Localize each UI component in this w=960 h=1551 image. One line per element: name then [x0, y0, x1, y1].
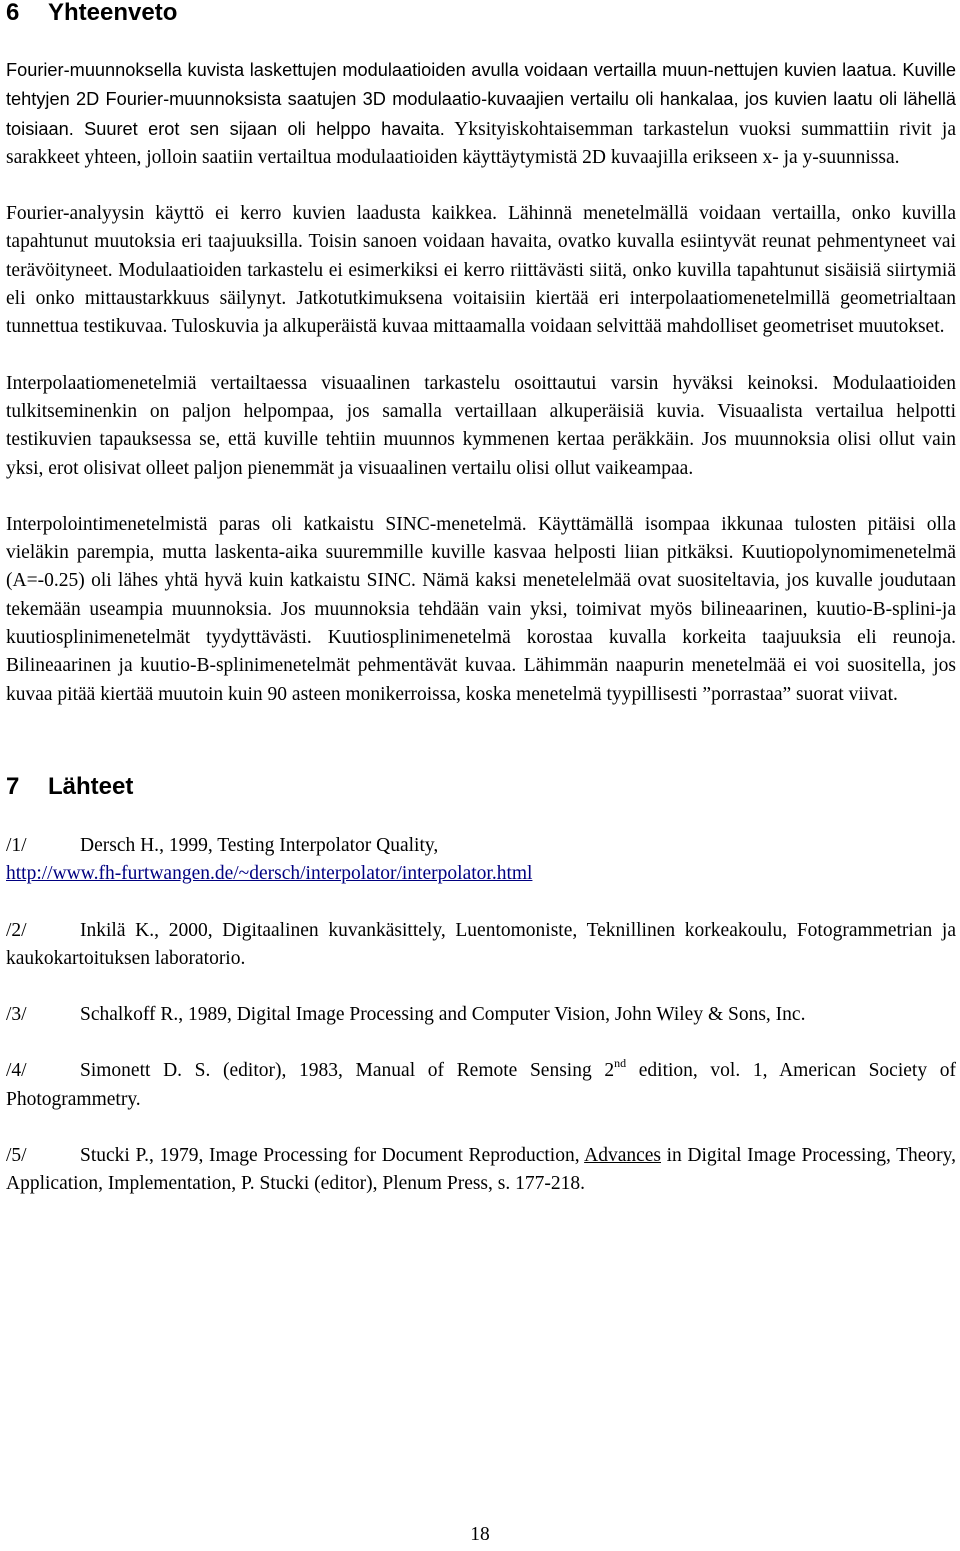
reference-author: Dersch H.: [80, 834, 160, 856]
superscript-ordinal: nd: [614, 1056, 627, 1071]
page-number: 18: [470, 1524, 490, 1545]
reference-item: [6, 1001, 956, 1029]
summary-paragraph-4: Interpolointimenetelmistä paras oli katkaistu SINC-menetelmä. Käyttämällä isompaa ikkunaa tulosten pitäisi olla vieläkin parempia, mutta laskenta-aika suuremmille kuville kasvaa helposti liian pitkäksi. Kuutiopolynomimenetelmä (A=-0.25) oli lähes yhtä hyvä kuin katkaistu SINC. Nämä kaksi menetelelmää ovat suositeltavia, jos kuvalle joudutaan tekemään useampia muunnoksia. Jos muunnoksia tehdään vain yksi, toimivat myös bilineaarinen, kuutio-B-splini-ja kuutiosplinimenetelmät tyydyttävästi. Kuutiosplinimenetelmä korostaa kuvalla korkeita taajuuksia eli reunoja. Bilineaarinen ja kuutio-B-splinimenetelmät pehmentävät kuvaa. Lähimmän naapurin menetelmää ei voi suositella, jos kuvaa pitää kiertää muutoin kuin 90 asteen monikerroissa, koska menetelmä tyypillisesti ”porrastaa” suorat viivat.: [6, 513, 956, 705]
reference-text: , 1999, Testing Interpolator Quality,: [159, 834, 439, 856]
underlined-title: Advances: [584, 1145, 661, 1167]
reference-author: Schalkoff R.: [80, 1004, 179, 1026]
reference-text: in Digital Image Processing, Theory, Application, Implementation, P. Stucki (editor), Plenum Press, s. 177-218.: [6, 1145, 956, 1195]
section-heading-references: [6, 772, 956, 802]
reference-item: [6, 1057, 956, 1114]
section-title: Yhteenveto: [48, 0, 178, 26]
reference-text: , 2000, Digitaalinen kuvankäsittely, Luentomoniste, Teknillinen korkeakoulu, Fotogrammetrian ja kaukokartoituksen laboratorio.: [6, 919, 956, 969]
summary-paragraph-2: Fourier-analyysin käyttö ei kerro kuvien laadusta kaikkea. Lähinnä menetelmällä voidaan vertailla, onko kuvilla tapahtunut muutoksia eri taajuuksilla. Toisin sanoen voidaan havaita, ovatko kuvalla esiintyvät reunat pehmentyneet vai terävöityneet. Modulaatioiden tarkastelu ei esimerkiksi ei kerro riittävästi siitä, onko kuvilla tapahtunut sisäisiä siirtymiä eli onko mittaustarkkuus säilynyt. Jatkotutkimuksena voitaisiin kiertää eri interpolaatiomenetelmillä geometrialtaan tunnettua testikuvaa. Tuloskuvia ja alkuperäistä kuvaa mittaamalla voidaan selvittää mahdolliset geometriset muutokset.: [6, 203, 956, 338]
reference-text: , 1979, Image Processing for Document Reproduction,: [149, 1145, 585, 1167]
reference-text: edition, vol. 1, American Society of Photogrammetry.: [6, 1060, 956, 1110]
paragraph-sans-part: Fourier-muunnoksella kuvista laskettujen modulaatioiden avulla voidaan vertailla muun-nettujen kuvien laatua. Kuville tehtyjen 2D Fourier-muunnoksista saatujen 3D modulaatio-kuvaajien vertailu oli hankalaa, jos kuvien laatu oli lähellä toisiaan. Suuret erot sen sijaan oli helppo havaita.: [6, 60, 956, 139]
summary-paragraph-3: Interpolaatiomenetelmiä vertailtaessa visuaalinen tarkastelu osoittautui varsin hyväksi keinoksi. Modulaatioiden tulkitseminenkin on paljon helpompaa, jos samalla vertaillaan alkuperäisiä kuvia. Visuaalista vertailua helpotti testikuvien tapauksessa se, että kuville tehtiin muunnos kymmenen kertaa peräkkäin. Jos muunnoksia olisi ollut vain yksi, erot olisivat olleet paljon pienemmät ja visuaalinen vertailu olisi ollut vaikeampaa.: [6, 372, 956, 479]
reference-url-link[interactable]: http://www.fh-furtwangen.de/~dersch/interpolator/interpolator.html: [6, 863, 533, 885]
reference-number: /4/: [6, 1060, 27, 1082]
paragraph-serif-part: Yksityiskohtaisemman tarkastelun vuoksi summattiin rivit ja sarakkeet yhteen, jolloin saatiin vertailtua modulaatioiden käyttäytymistä 2D kuvaajilla erikseen x- ja y-suunnissa.: [6, 118, 956, 168]
reference-number: /1/: [6, 834, 27, 856]
document-page: [6, 0, 956, 1199]
reference-text: (editor), 1983, Manual of Remote Sensing 2: [210, 1060, 615, 1082]
reference-number: /2/: [6, 919, 27, 941]
reference-text: , 1989, Digital Image Processing and Computer Vision, John Wiley & Sons, Inc.: [178, 1004, 806, 1026]
reference-item: [6, 917, 956, 974]
summary-paragraph-1: [6, 56, 956, 172]
reference-author: Stucki P.: [80, 1145, 149, 1167]
reference-author: Simonett D. S.: [80, 1060, 211, 1082]
section-heading-summary: [6, 0, 956, 28]
section-number: 6: [6, 0, 20, 26]
reference-item: [6, 1142, 956, 1199]
section-title: Lähteet: [48, 772, 134, 800]
section-number: 7: [6, 772, 20, 800]
reference-number: /5/: [6, 1145, 27, 1167]
reference-number: /3/: [6, 1004, 27, 1026]
reference-author: Inkilä K.: [80, 919, 155, 941]
reference-item: [6, 832, 956, 889]
